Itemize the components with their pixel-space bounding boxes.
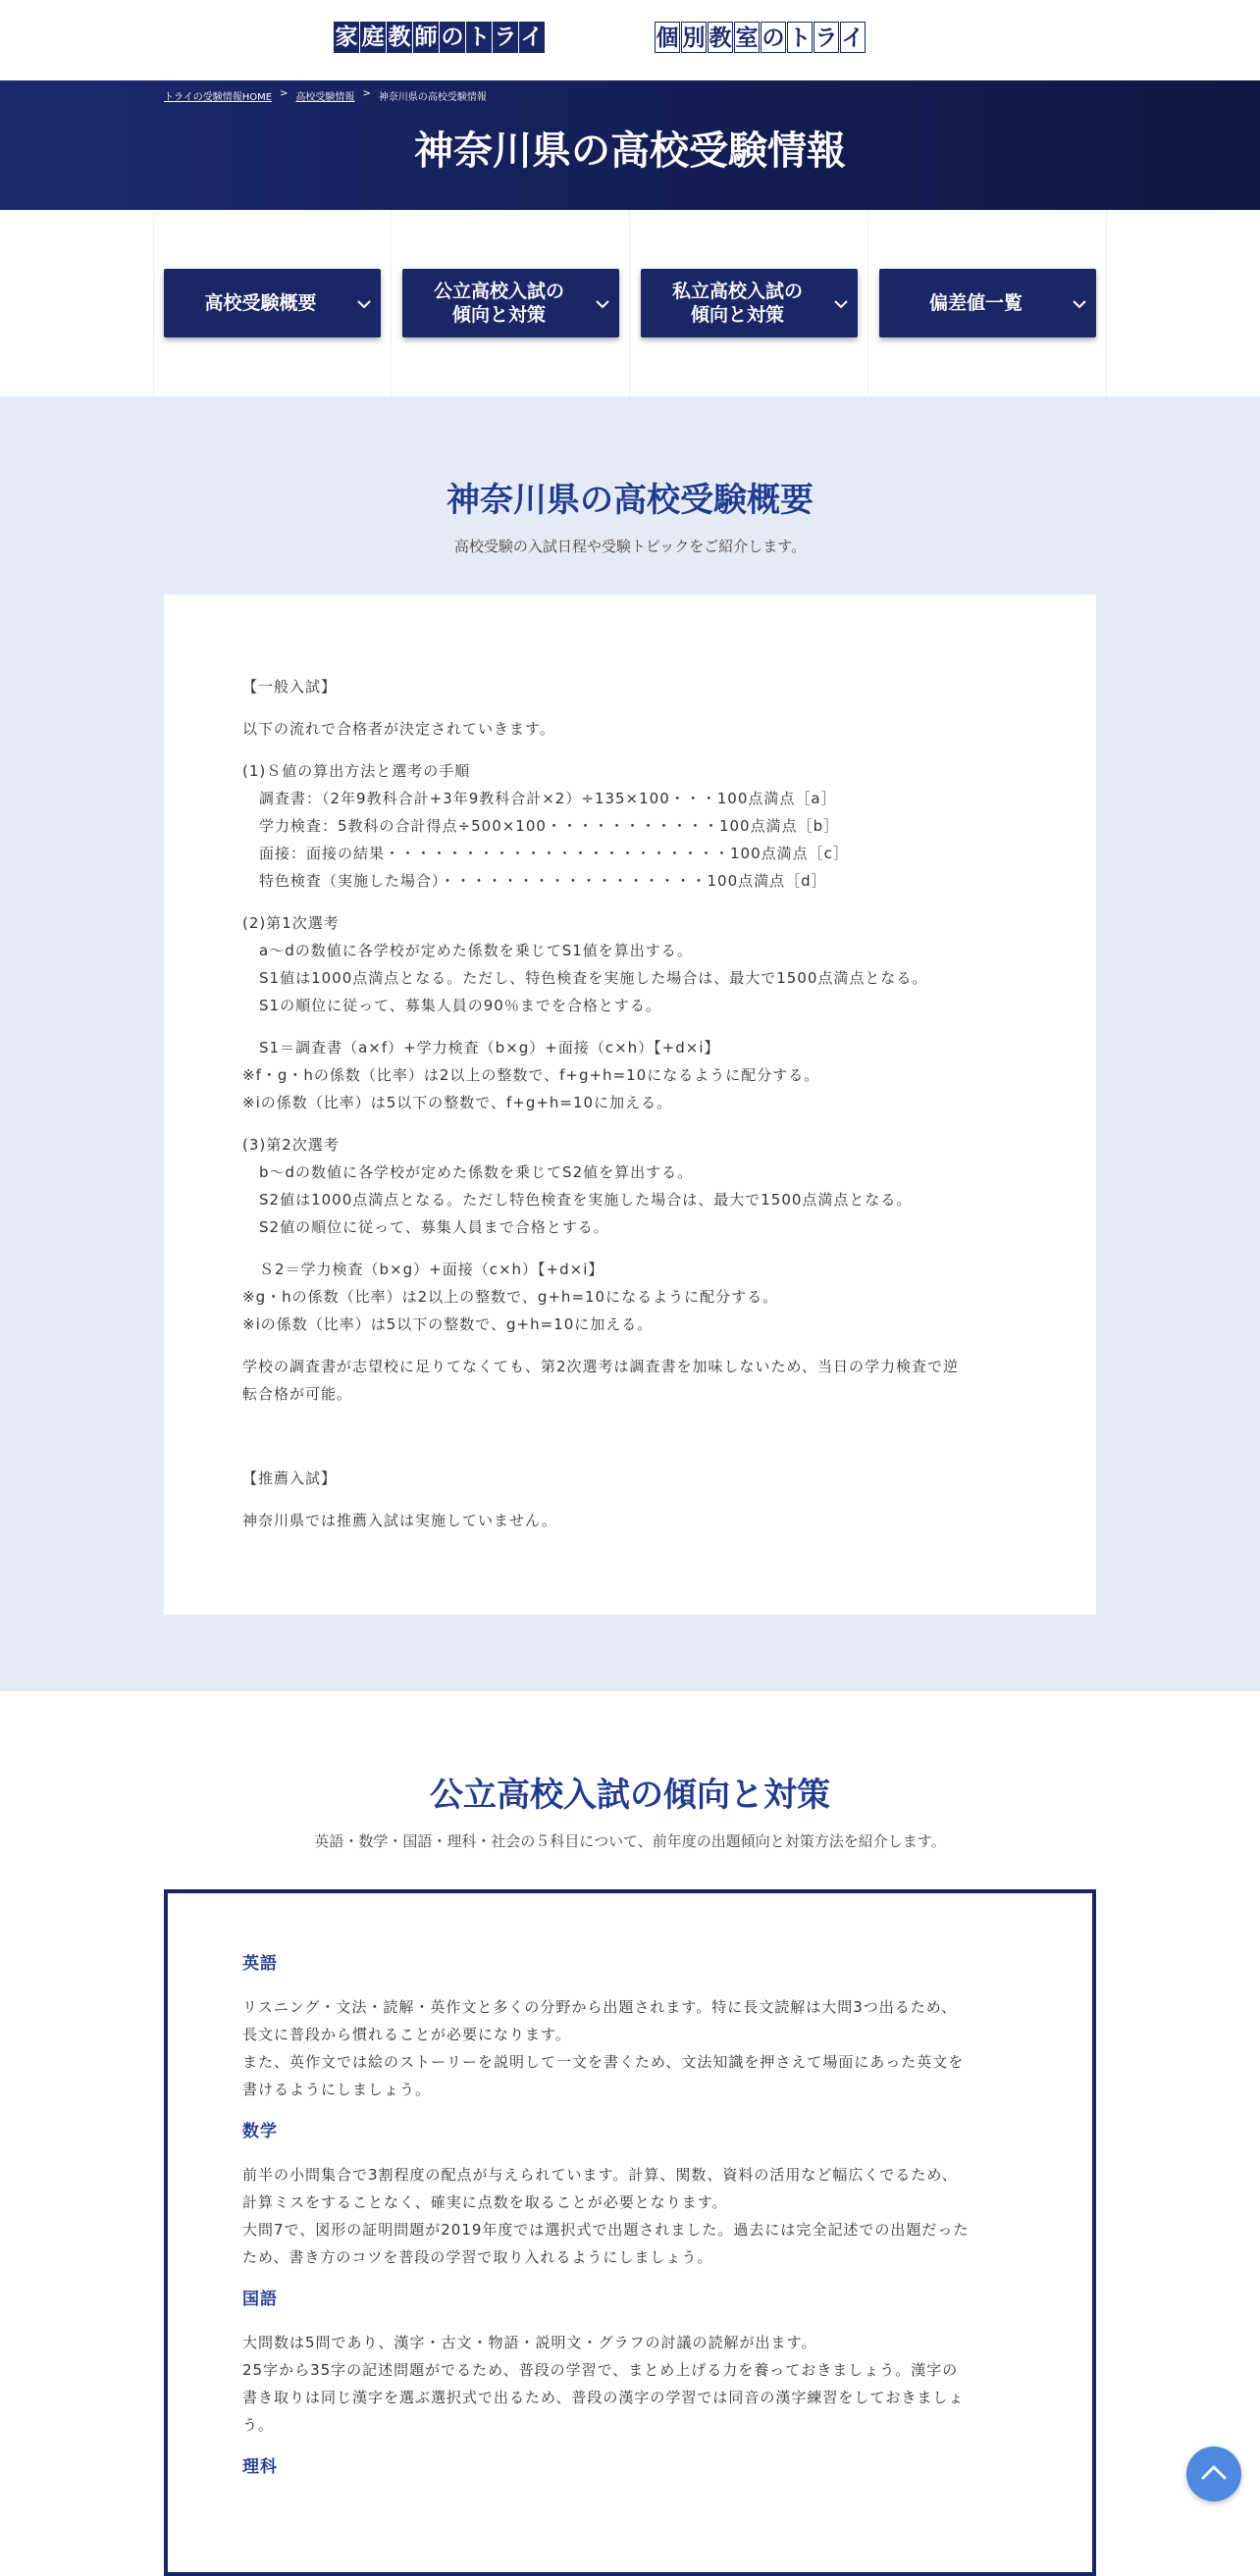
subject-line: 計算ミスをすることなく、確実に点数を取ることが必要となります。 — [242, 2193, 728, 2211]
subject-heading: 英語 — [242, 1954, 278, 1974]
overview-line: 以下の流れで合格者が決定されていきます。 — [242, 720, 555, 738]
overview-paragraph — [242, 1256, 1018, 1338]
subject-description — [242, 2161, 1018, 2271]
overview-line: S1の順位に従って、募集人員の90％までを合格とする。 — [259, 997, 661, 1014]
overview-line: 神奈川県では推薦入試は実施していません。 — [242, 1512, 557, 1529]
section-nav — [164, 269, 1096, 337]
overview-line: S2値の順位に従って、募集人員まで合格とする。 — [259, 1218, 609, 1236]
nav-button-label: 高校受験概要 — [204, 292, 317, 314]
overview-line: 【推薦入試】 — [242, 1469, 338, 1487]
public-trend-card — [164, 1889, 1096, 2576]
subject-description — [242, 2329, 1018, 2439]
overview-line: ※f・g・hの係数（比率）は2以上の整数で、f+g+h=10になるように配分する。 — [242, 1066, 820, 1084]
subject-heading: 数学 — [242, 2122, 278, 2141]
subject-line: 25字から35字の記述問題がでるため、普段の学習で、まとめ上げる力を養っておきましょう。漢字の — [242, 2361, 959, 2379]
overview-paragraph — [242, 1353, 1018, 1408]
overview-line: 調査書：（2年9教科合計+3年9教科合計×2）÷135×100・・・100点満点［a］ — [259, 790, 837, 807]
logo-kobetsu-char: ト — [787, 22, 813, 53]
page-title: 神奈川県の高校受験情報 — [414, 129, 846, 174]
overview-line: S1＝調査書（a×f）+学力検査（b×g）+面接（c×h）【+d×i】 — [259, 1039, 720, 1056]
overview-line: 【一般入試】 — [242, 678, 338, 696]
site-header — [0, 0, 1260, 80]
overview-line: 学力検査：5教科の合計得点÷500×100・・・・・・・・・・・100点満点［b］ — [259, 817, 840, 835]
logo-katei-char: 教 — [387, 22, 412, 53]
overview-line: 面接：面接の結果・・・・・・・・・・・・・・・・・・・・・・100点満点［c］ — [259, 845, 849, 862]
logo-kobetsu-char: の — [761, 22, 786, 53]
subject-line: う。 — [242, 2416, 275, 2434]
overview-body — [242, 673, 1018, 1549]
overview-line — [242, 1422, 1018, 1450]
subject-line: ため、書き方のコツを普段の学習で取り入れるようにしましょう。 — [242, 2248, 713, 2266]
nav-button-label: 偏差値一覧 — [928, 292, 1023, 314]
overview-line: ※iの係数（比率）は5以下の整数で、g+h=10に加える。 — [242, 1315, 654, 1333]
public-trend-title: 公立高校入試の傾向と対策 — [430, 1776, 830, 1815]
overview-paragraph — [242, 715, 1018, 743]
breadcrumb-highschool-link[interactable]: 高校受験情報 — [295, 92, 355, 103]
subject-line: リスニング・文法・読解・英作文と多くの分野から出題されます。特に長文読解は大問3つ出るため、 — [242, 1998, 958, 2016]
overview-line: 特色検査（実施した場合）・・・・・・・・・・・・・・・・・100点満点［d］ — [259, 872, 827, 890]
nav-button-public-trend[interactable] — [402, 269, 619, 337]
page-hero — [0, 80, 1260, 210]
overview-line: ※iの係数（比率）は5以下の整数で、f+g+h=10に加える。 — [242, 1094, 673, 1111]
public-trend-subtitle: 英語・数学・国語・理科・社会の５科目について、前年度の出題傾向と対策方法を紹介します。 — [314, 1832, 946, 1850]
nav-button-label: 公立高校入試の 傾向と対策 — [433, 281, 564, 326]
overview-paragraph — [242, 1034, 1018, 1116]
overview-card — [164, 594, 1096, 1615]
breadcrumb — [164, 88, 487, 103]
overview-line: S1値は1000点満点となる。ただし、特色検査を実施した場合は、最大で1500点満点となる。 — [259, 969, 928, 987]
nav-button-hensachi[interactable] — [879, 269, 1096, 337]
breadcrumb-current: 神奈川県の高校受験情報 — [378, 92, 487, 103]
logo-katei-char: 師 — [413, 22, 439, 53]
overview-paragraph — [242, 1507, 1018, 1534]
overview-paragraph — [242, 1422, 1018, 1450]
overview-line: b～dの数値に各学校が定めた係数を乗じてS2値を算出する。 — [259, 1163, 694, 1181]
breadcrumb-home-link[interactable]: トライの受験情報HOME — [164, 92, 273, 103]
logo-katei-char: の — [440, 22, 465, 53]
nav-button-label: 私立高校入試の 傾向と対策 — [671, 281, 803, 326]
logo-katei-char: ラ — [493, 22, 518, 53]
overview-line: a～dの数値に各学校が定めた係数を乗じてS1値を算出する。 — [259, 942, 693, 959]
logo-kobetsu-char: 室 — [734, 22, 760, 53]
subject-description — [242, 1993, 1018, 2103]
chevron-down-icon — [1063, 294, 1096, 313]
chevron-down-icon — [586, 294, 619, 313]
logo-katei-char: イ — [519, 22, 545, 53]
overview-line: 転合格が可能。 — [242, 1385, 353, 1403]
breadcrumb-separator: > — [280, 88, 289, 99]
overview-title: 神奈川県の高校受験概要 — [446, 481, 814, 520]
arrow-up-icon — [1201, 2464, 1227, 2484]
public-trend-body — [242, 1950, 1018, 2497]
overview-paragraph — [242, 909, 1018, 1019]
overview-line: ※g・hの係数（比率）は2以上の整数で、g+h=10になるように配分する。 — [242, 1288, 779, 1306]
subject-line: 書き取りは同じ漢字を選ぶ選択式で出るため、普段の漢字の学習では同音の漢字練習をしておきましょ — [242, 2389, 965, 2406]
subject-line: 書けるようにしましょう。 — [242, 2081, 432, 2098]
kobetsu-kyoshitsu-try-logo[interactable] — [655, 22, 866, 55]
logo-katei-char: ト — [466, 22, 492, 53]
subject-line: 大問数は5問であり、漢字・古文・物語・説明文・グラフの討議の読解が出ます。 — [242, 2334, 817, 2351]
chevron-down-icon — [347, 294, 381, 313]
overview-subtitle: 高校受験の入試日程や受験トピックをご紹介します。 — [453, 538, 807, 555]
logo-kobetsu-char: 教 — [708, 22, 733, 53]
subject-line: 前半の小問集合で3割程度の配点が与えられています。計算、関数、資料の活用など幅広くでるため、 — [242, 2166, 958, 2184]
subject-line: 長文に普段から慣れることが必要になります。 — [242, 2026, 571, 2043]
subject-line: 大問7で、図形の証明問題が2019年度では選択式で出題されました。過去には完全記述での出題だった — [242, 2221, 970, 2239]
overview-paragraph — [242, 757, 1018, 895]
subject-heading: 理科 — [242, 2457, 278, 2477]
logo-katei-char: 庭 — [360, 22, 386, 53]
subject-heading: 国語 — [242, 2290, 278, 2309]
overview-line: (1)Ｓ値の算出方法と選考の手順 — [242, 762, 471, 780]
nav-button-private-trend[interactable] — [641, 269, 858, 337]
overview-paragraph — [242, 673, 1018, 700]
overview-paragraph — [242, 1131, 1018, 1241]
overview-line: Ｓ2＝学力検査（b×g）+面接（c×h）【+d×i】 — [259, 1261, 604, 1278]
chevron-down-icon — [824, 294, 858, 313]
overview-line: 学校の調査書が志望校に足りてなくても、第2次選考は調査書を加味しないため、当日の学力検査で逆 — [242, 1358, 959, 1375]
overview-line: (2)第1次選考 — [242, 914, 340, 932]
public-trend-section — [0, 1691, 1260, 2519]
nav-button-overview[interactable] — [164, 269, 381, 337]
overview-section — [0, 396, 1260, 1691]
back-to-top-button[interactable] — [1186, 2447, 1241, 2501]
logo-kobetsu-char: 個 — [655, 22, 680, 53]
overview-paragraph — [242, 1465, 1018, 1492]
overview-line: S2値は1000点満点となる。ただし特色検査を実施した場合は、最大で1500点満点となる。 — [259, 1191, 913, 1209]
logo-kobetsu-char: ラ — [814, 22, 839, 53]
overview-line: (3)第2次選考 — [242, 1136, 340, 1154]
katei-kyoshi-try-logo[interactable] — [334, 22, 546, 55]
logo-kobetsu-char: イ — [840, 22, 866, 53]
subject-line: また、英作文では絵のストーリーを説明して一文を書くため、文法知識を押さえて場面にあった英文を — [242, 2053, 965, 2071]
logo-kobetsu-char: 別 — [681, 22, 707, 53]
logo-katei-char: 家 — [334, 22, 359, 53]
breadcrumb-separator: > — [362, 88, 371, 99]
